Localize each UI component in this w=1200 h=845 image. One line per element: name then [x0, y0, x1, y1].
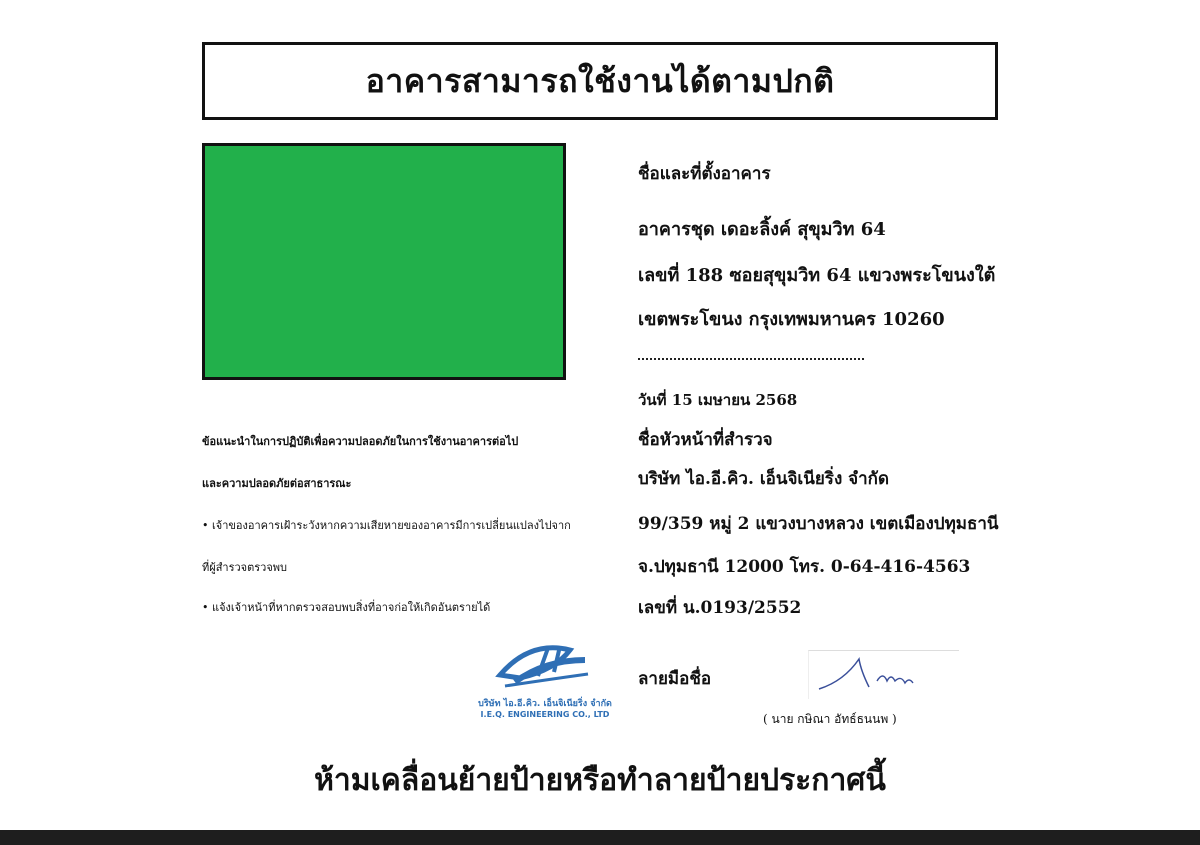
signature-label: ลายมือชื่อ: [638, 669, 712, 689]
building-address-line2: เขตพระโขนง กรุงเทพมหานคร 10260: [638, 309, 945, 330]
status-color-panel: [202, 143, 566, 380]
inspector-address-line1: 99/359 หมู่ 2 แขวงบางหลวง เขตเมืองปทุมธานี: [638, 514, 999, 534]
advice-item1-line2: ที่ผู้สำรวจตรวจพบ: [202, 561, 288, 574]
dotted-divider: [638, 358, 864, 360]
building-address-line1: เลขที่ 188 ซอยสุขุมวิท 64 แขวงพระโขนงใต้: [638, 265, 996, 286]
license-number: เลขที่ น.0193/2552: [638, 598, 802, 618]
handwritten-signature: [809, 651, 959, 699]
inspector-heading: ชื่อหัวหน้าที่สำรวจ: [638, 430, 773, 450]
logo-name-th: บริษัท ไอ.อี.คิว. เอ็นจิเนียริ่ง จำกัด: [478, 699, 612, 709]
title-box: [202, 42, 998, 120]
bottom-bar: [0, 830, 1200, 845]
inspection-date: วันที่ 15 เมษายน 2568: [638, 391, 798, 409]
signature-image: [808, 650, 959, 699]
ieq-logo-icon: [460, 630, 630, 694]
company-logo: [460, 630, 630, 725]
logo-name-en: I.E.Q. ENGINEERING CO., LTD: [480, 710, 610, 719]
advice-item2: • แจ้งเจ้าหน้าที่หากตรวจสอบพบสิ่งที่อาจก่อให้เกิดอันตรายได้: [202, 601, 491, 614]
advice-heading-line2: และความปลอดภัยต่อสาธารณะ: [202, 477, 352, 490]
building-name: อาคารชุด เดอะลิ้งค์ สุขุมวิท 64: [638, 219, 886, 240]
advice-item1-line1: • เจ้าของอาคารเฝ้าระวังหากความเสียหายของอาคารมีการเปลี่ยนแปลงไปจาก: [202, 519, 571, 532]
advice-heading-line1: ข้อแนะนำในการปฏิบัติเพื่อความปลอดภัยในการใช้งานอาคารต่อไป: [202, 435, 519, 448]
inspector-address-line2: จ.ปทุมธานี 12000 โทร. 0-64-416-4563: [638, 557, 971, 577]
inspector-company: บริษัท ไอ.อี.คิว. เอ็นจิเนียริ่ง จำกัด: [638, 469, 889, 489]
building-heading: ชื่อและที่ตั้งอาคาร: [638, 164, 771, 184]
warning-text: ห้ามเคลื่อนย้ายป้ายหรือทำลายป้ายประกาศนี้: [314, 763, 886, 798]
signer-name: ( นาย กษิณา อัทธ์ธนนพ ): [763, 712, 897, 726]
notice-title: อาคารสามารถใช้งานได้ตามปกติ: [365, 61, 835, 100]
